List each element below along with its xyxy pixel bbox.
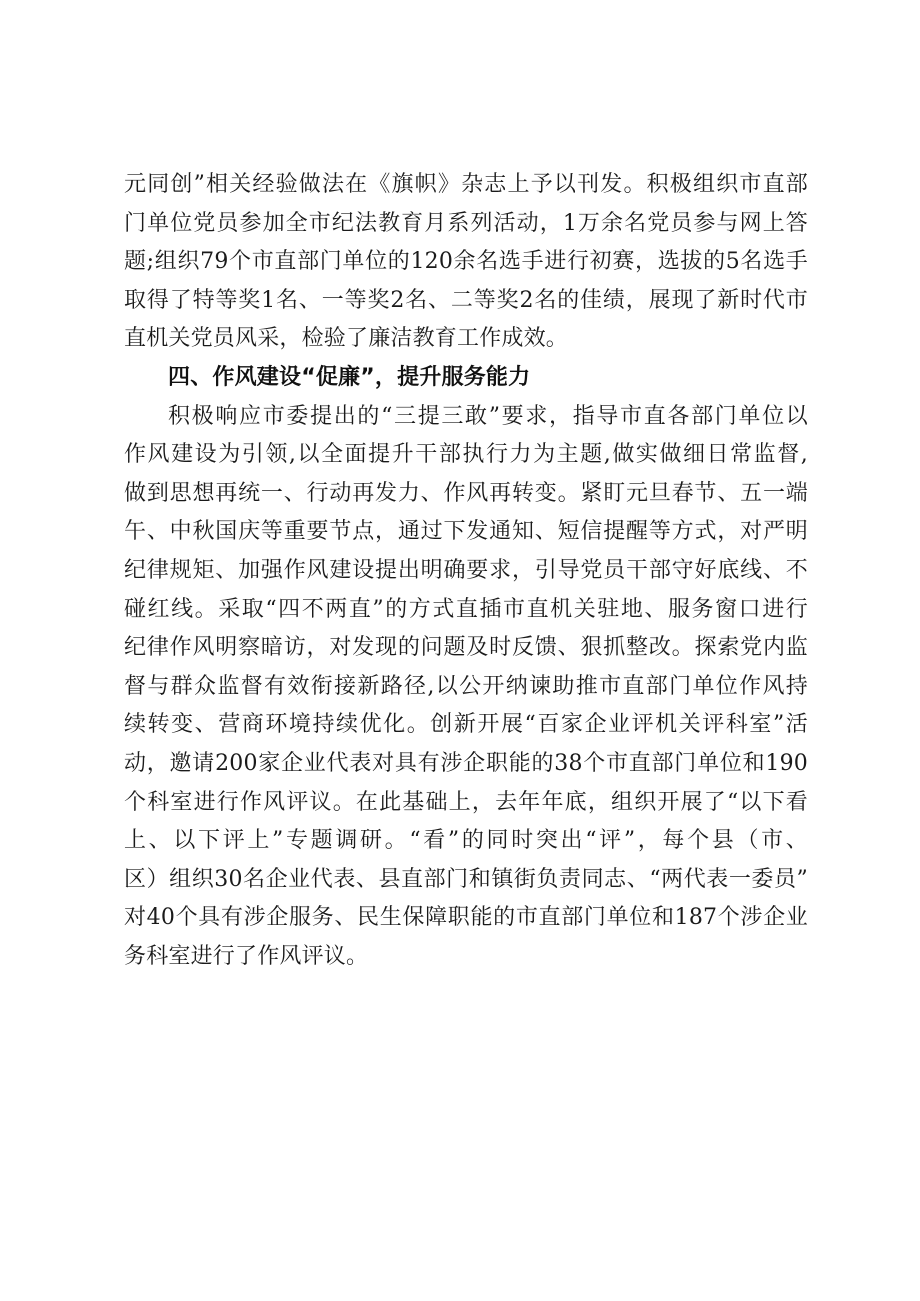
text-line: 做到思想再统一、行动再发力、作风再转变。紧盯元旦春节、五一端: [124, 480, 808, 506]
text-line: 午、中秋国庆等重要节点，通过下发通知、短信提醒等方式，对严明: [124, 519, 808, 545]
text-line: 上、以下评上”专题调研。“看”的同时突出“评”，每个县（市、: [124, 828, 808, 854]
text-line: 取得了特等奖1名、一等奖2名、二等奖2名的佳绩，展现了新时代市: [124, 287, 808, 313]
text-line: 务科室进行了作风评议。: [124, 943, 369, 969]
text-line: 碰红线。采取“四不两直”的方式直插市直机关驻地、服务窗口进行: [124, 596, 808, 622]
text-line: 直机关党员风采，检验了廉洁教育工作成效。: [124, 326, 569, 352]
text-line: 动，邀请200家企业代表对具有涉企职能的38个市直部门单位和190: [124, 750, 808, 776]
text-line: 纪律作风明察暗访，对发现的问题及时反馈、狠抓整改。探索党内监: [124, 635, 808, 661]
text-line: 题;组织79个市直部门单位的120余名选手进行初赛，选拔的5名选手: [124, 249, 808, 275]
text-line: 作风建设为引领,以全面提升干部执行力为主题,做实做细日常监督,: [124, 442, 808, 468]
text-line: 续转变、营商环境持续优化。创新开展“百家企业评机关评科室”活: [124, 712, 808, 738]
paragraph-1: [124, 166, 808, 359]
text-line: 积极响应市委提出的“三提三敢”要求，指导市直各部门单位以: [168, 403, 808, 429]
section-heading: 四、作风建设“促廉”，提升服务能力: [168, 364, 531, 390]
text-line: 对40个具有涉企服务、民生保障职能的市直部门单位和187个涉企业: [124, 905, 808, 931]
document-body: [124, 166, 808, 976]
text-line: 门单位党员参加全市纪法教育月系列活动，1万余名党员参与网上答: [124, 210, 808, 236]
text-line: 纪律规矩、加强作风建设提出明确要求，引导党员干部守好底线、不: [124, 557, 808, 583]
text-line: 区）组织30名企业代表、县直部门和镇街负责同志、“两代表一委员”: [124, 866, 808, 892]
paragraph-2: [124, 398, 808, 977]
text-line: 督与群众监督有效衔接新路径,以公开纳谏助推市直部门单位作风持: [124, 673, 808, 699]
text-line: 元同创”相关经验做法在《旗帜》杂志上予以刊发。积极组织市直部: [124, 172, 808, 197]
text-line: 个科室进行作风评议。在此基础上，去年年底，组织开展了“以下看: [124, 789, 808, 815]
